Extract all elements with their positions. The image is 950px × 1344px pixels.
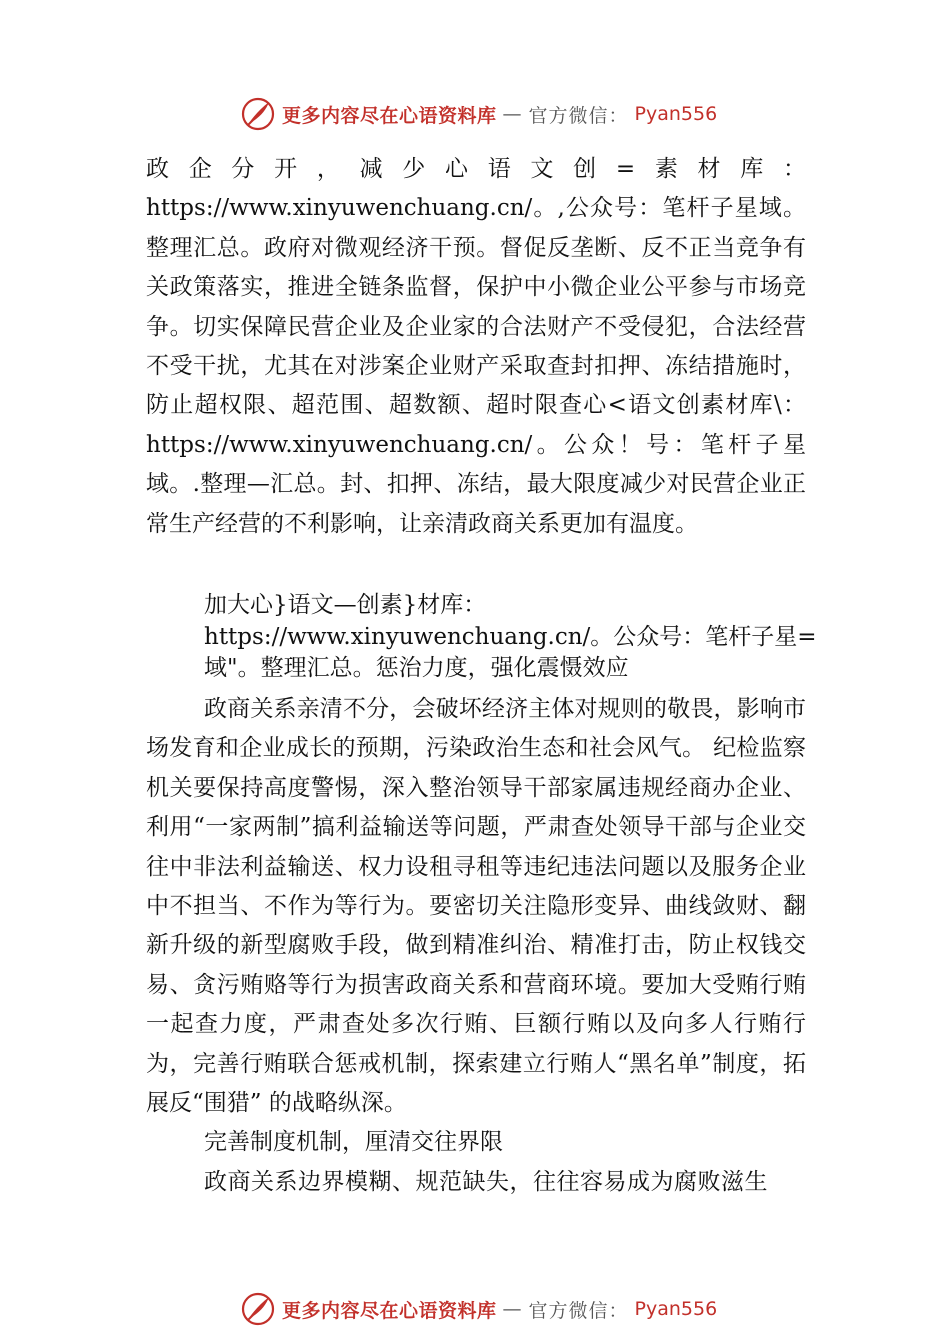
quote-paragraph: 加大心}语文—创素}材库：https://www.xinyuwenchuang.cn/。公众号：笔杆子星=域"。整理汇总。惩治力度，强化震慑效应 — [204, 592, 817, 681]
section-heading: 完善制度机制，厘清交往界限 — [204, 1129, 503, 1156]
banner-wechat-handle: Pyan556 — [634, 1298, 718, 1320]
banner-promo-text: 更多内容尽在心语资料库 — [282, 1299, 497, 1322]
document-body-continued — [146, 690, 806, 1202]
paragraph-3: 政商关系边界模糊、规范缺失，往往容易成为腐败滋生 — [204, 1168, 768, 1195]
banner-wechat-label: 官方微信： — [528, 1299, 629, 1322]
banner-wechat-label: 官方微信： — [528, 104, 629, 127]
quill-pen-logo-icon — [240, 1291, 276, 1327]
quill-pen-logo-icon — [240, 96, 276, 132]
paragraph-1: 政企分开，减少心语文创=素材库：https://www.xinyuwenchuang.cn/。,公众号：笔杆子星域。整理汇总。政府对微观经济干预。督促反垄断、反不正当竞争有关政策落实，推进全链条监督，保护中小微企业公平参与市场竞争。切实保障民营企业及企业家的合法财产不受侵犯，合法经营不受干扰，尤其在对涉案企业财产采取查封扣押、冻结措施时，防止超权限、超范围、超数额、超时限查心<语文创素材库\：https://www.xinyuwenchuang.cn/。公众！号：笔杆子星域。.整理—汇总。封、扣押、冻结，最大限度减少对民营企业正常生产经营的不利影响，让亲清政商关系更加有温度。 — [146, 156, 806, 537]
banner-wechat-handle: Pyan556 — [634, 103, 718, 125]
banner-dash: — — [502, 103, 523, 125]
footer-banner — [240, 1289, 717, 1329]
banner-dash: — — [502, 1298, 523, 1320]
document-body — [146, 150, 806, 544]
banner-promo-text: 更多内容尽在心语资料库 — [282, 104, 497, 127]
header-banner — [240, 94, 717, 134]
paragraph-2: 政商关系亲清不分，会破坏经济主体对规则的敬畏，影响市场发育和企业成长的预期，污染政治生态和社会风气。 纪检监察机关要保持高度警惕，深入整治领导干部家属违规经商办企业、利用“一家两制”搞利益输送等问题，严肃查处领导干部与企业交往中非法利益输送、权力设租寻租等违纪违法问题以及服务企业中不担当、不作为等行为。要密切关注隐形变异、曲线敛财、翻新升级的新型腐败手段，做到精准纠治、精准打击，防止权钱交易、贪污贿赂等行为损害政商关系和营商环境。要加大受贿行贿一起查力度，严肃查处多次行贿、巨额行贿以及向多人行贿行为，完善行贿联合惩戒机制，探索建立行贿人“黑名单”制度，拓展反“围猎” 的战略纵深。 — [146, 696, 806, 1117]
